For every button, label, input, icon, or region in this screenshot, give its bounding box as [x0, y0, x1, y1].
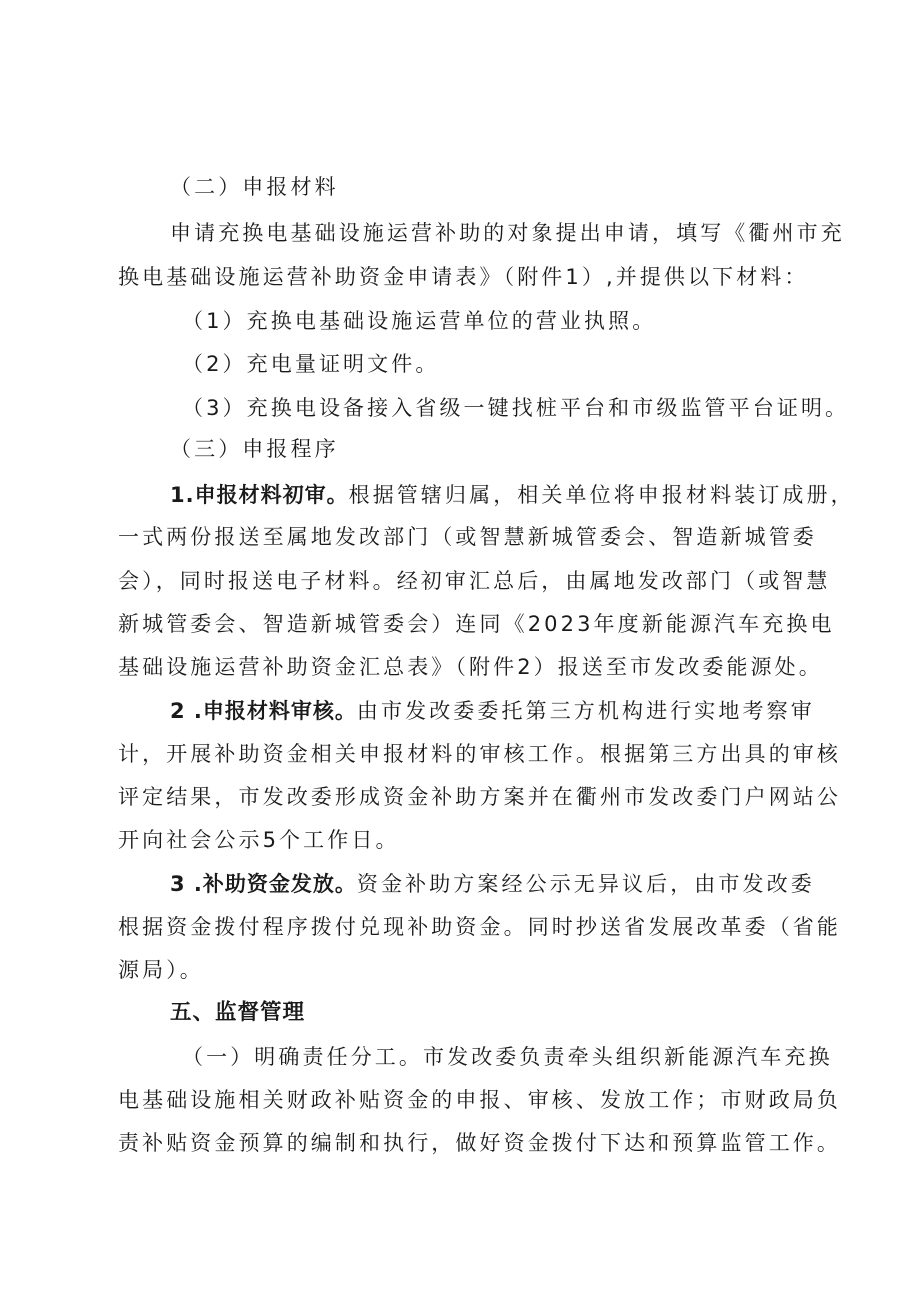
paragraph-line: 基础设施运营补助资金汇总表》（附件2）报送至市发改委能源处。 [118, 655, 823, 679]
section-heading-supervision: 五、监督管理 [170, 1000, 306, 1025]
paragraph-line: 一式两份报送至属地发改部门（或智慧新城管委会、智造新城管委 [118, 525, 817, 549]
paragraph-line: 新城管委会、智造新城管委会）连同《2023年度新能源汽车充换电 [118, 612, 835, 636]
list-item: （3）充换电设备接入省级一键找桩平台和市级监管平台证明。 [182, 396, 850, 420]
step-1-line [170, 480, 855, 510]
paragraph-line: 会），同时报送电子材料。经初审汇总后，由属地发改部门（或智慧 [118, 569, 831, 593]
paragraph-line: 根据资金拨付程序拨付兑现补助资金。同时抄送省发展改革委（省能 [118, 915, 841, 939]
section-heading-procedure: （三）申报程序 [170, 437, 339, 461]
paragraph-line: 计，开展补助资金相关申报材料的审核工作。根据第三方出具的审核 [118, 742, 841, 766]
step-text: 资金补助方案经公示无异议后，由市发改委 [356, 872, 815, 896]
paragraph-line: 开向社会公示5个工作日。 [118, 828, 400, 852]
section-heading-materials: （二）申报材料 [170, 175, 339, 199]
paragraph-line: 电基础设施相关财政补贴资金的申报、审核、发放工作；市财政局负 [118, 1088, 841, 1112]
list-item: （2）充电量证明文件。 [182, 352, 440, 376]
paragraph-line: （一）明确责任分工。市发改委负责牵头组织新能源汽车充换 [182, 1045, 833, 1069]
paragraph-line: 申请充换电基础设施运营补助的对象提出申请，填写《衢州市充 [170, 221, 845, 245]
paragraph-line: 责补贴资金预算的编制和执行，做好资金拨付下达和预算监管工作。 [118, 1131, 841, 1155]
step-title: 2 .申报材料审核。 [170, 699, 357, 723]
paragraph-line: 评定结果，市发改委形成资金补助方案并在衢州市发改委门户网站公 [118, 785, 841, 809]
step-2-line [170, 696, 815, 726]
step-text: 根据管辖归属，相关单位将申报材料装订成册， [348, 483, 855, 507]
step-text: 由市发改委委托第三方机构进行实地考察审 [356, 699, 815, 723]
step-title: 1.申报材料初审。 [170, 483, 349, 507]
step-title: 3 .补助资金发放。 [170, 872, 357, 896]
step-3-line [170, 869, 815, 899]
paragraph-line: 源局）。 [118, 958, 204, 982]
paragraph-line: 换电基础设施运营补助资金申请表》（附件1）,并提供以下材料： [118, 265, 809, 289]
list-item: （1）充换电基础设施运营单位的营业执照。 [182, 309, 657, 333]
